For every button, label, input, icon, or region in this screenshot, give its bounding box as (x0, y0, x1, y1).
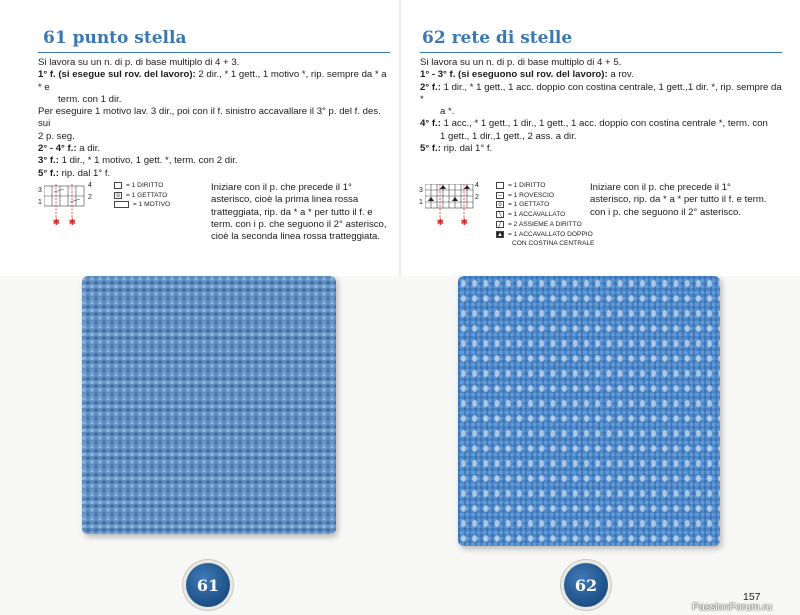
row-instruction: 5° f.: rip. dal 1° f. (38, 167, 111, 179)
row-instruction: 2° f.: 1 dir., * 1 gett., 1 acc. doppio con costina centrale, 1 gett.,1 dir. *, rip. sempre da * (420, 81, 782, 105)
row-instruction-cont: 1 gett., 1 dir.,1 gett., 2 ass. a dir. (440, 130, 577, 142)
svg-text:✱: ✱ (460, 217, 469, 227)
knit-swatch-photo-62 (458, 276, 720, 546)
row-instruction: Per eseguire 1 motivo lav. 3 dir., poi con il f. sinistro accavallare il 3° p. del f. des. sui (38, 106, 381, 130)
intro-text: Si lavora su un n. di p. di base multiplo di 4 + 3. (38, 57, 240, 68)
backslash-square-icon: ╱ (496, 221, 504, 228)
chart-row-number: 2 (475, 194, 479, 201)
legend-item: ▲ = 1 ACCAVALLATO DOPPIO CON COSTINA CENTRALE (497, 230, 595, 248)
row-instruction-cont: term. con 1 dir. (58, 93, 122, 105)
watermark: PassionForum.ru (692, 601, 772, 613)
motif-icon (114, 201, 129, 208)
circle-square-icon: o (496, 201, 504, 208)
row-instruction-cont: 2 p. seg. (38, 130, 75, 142)
row-instruction: 1° - 3° f. (si eseguono sul rov. del lavoro): a rov. (420, 69, 634, 81)
knit-swatch-photo-61 (82, 276, 336, 534)
row-instruction: 1° f. (si esegue sul rov. del lavoro): 2 dir., * 1 gett., 1 motivo *, rip. sempre da * a * e (38, 69, 387, 93)
plain-square-icon (114, 182, 122, 189)
legend-item: = 1 DIRITTO (496, 181, 594, 191)
pattern-title-62: 62 rete di stelle (422, 28, 573, 48)
legend-61 (114, 181, 170, 210)
svg-text:✱: ✱ (52, 217, 61, 227)
slash-square-icon: ╲ (496, 211, 504, 218)
circle-square-icon: o (114, 192, 122, 199)
chart-row-number: 3 (38, 187, 42, 194)
row-instruction-cont: a *. (440, 106, 455, 118)
row-instruction: 2° - 4° f.: a dir. (38, 143, 101, 155)
row-instruction: 5° f.: rip. dal 1° f. (420, 143, 493, 155)
instructions-61 (38, 57, 390, 180)
title-rule (38, 52, 390, 53)
title-rule (420, 52, 782, 53)
page-number: 157 (743, 591, 761, 603)
legend-item: = 1 MOTIVO (114, 200, 170, 210)
pattern-title-61: 61 punto stella (43, 28, 187, 48)
chart-grid (44, 184, 88, 228)
legend-item: o = 1 GETTATO (114, 191, 170, 201)
chart-row-number: 4 (88, 182, 92, 189)
dash-square-icon: – (496, 192, 504, 199)
triangle-square-icon: ▲ (497, 231, 503, 238)
legend-item: = 1 DIRITTO (114, 181, 170, 191)
legend-item: ╲ = 1 ACCAVALLATO (496, 210, 594, 220)
row-instruction: 3° f.: 1 dir., * 1 motivo, 1 gett. *, term. con 2 dir. (38, 155, 238, 167)
legend-62 (496, 181, 594, 249)
svg-text:✱: ✱ (68, 217, 77, 227)
chart-note-62: Iniziare con il p. che precede il 1° asterisco, rip. da * a * per tutto il f. e term. con i p. che seguono il 2° asterisco. (590, 182, 767, 218)
pattern-number-badge-61: 61 (186, 563, 230, 607)
stitch-chart-62 (419, 182, 489, 232)
pattern-number-badge-62: 62 (564, 563, 608, 607)
chart-row-number: 2 (88, 194, 92, 201)
plain-square-icon (496, 182, 504, 189)
chart-row-number: 4 (475, 182, 479, 189)
intro-text: Si lavora su un n. di p. di base multiplo di 4 + 5. (420, 57, 622, 68)
stitch-chart-61 (38, 182, 108, 232)
legend-item: o = 1 GETTATO (496, 200, 594, 210)
chart-grid (425, 184, 475, 228)
chart-row-number: 1 (38, 199, 42, 206)
legend-item: ╱ = 2 ASSIEME A DIRITTO (496, 220, 594, 230)
chart-row-number: 3 (419, 187, 423, 194)
row-instruction: 4° f.: 1 acc., * 1 gett., 1 dir., 1 gett., 1 acc. doppio con costina centrale *, term. con (420, 118, 768, 130)
svg-text:✱: ✱ (436, 217, 445, 227)
instructions-62 (420, 57, 782, 155)
chart-row-number: 1 (419, 199, 423, 206)
chart-note-61: Iniziare con il p. che precede il 1° asterisco, cioè la prima linea rossa tratteggiata, rip. da * a * per tutto il f. e term. con i p. che seguono il 2° asterisco, cioè la seconda linea rossa tratteggiata. (211, 182, 387, 243)
legend-item: – = 1 ROVESCIO (496, 191, 594, 201)
